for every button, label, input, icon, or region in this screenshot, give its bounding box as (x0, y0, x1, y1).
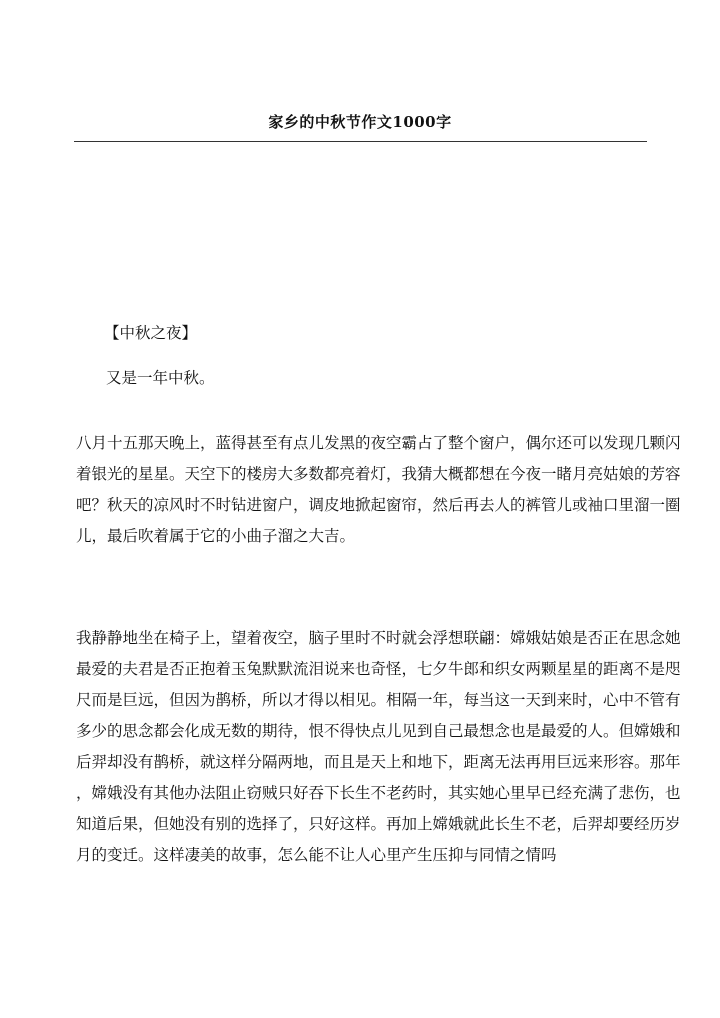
document-title: 家乡的中秋节作文1000字 (268, 113, 452, 131)
paragraph-line: ，嫦娥没有其他办法阻止窃贼只好吞下长生不老药时，其实她心里早已经充满了悲伤，也 (76, 784, 681, 802)
paragraph-line: 八月十五那天晚上，蓝得甚至有点儿发黑的夜空霸占了整个窗户，偶尔还可以发现几颗闪 (76, 434, 681, 452)
paragraph-2 (76, 623, 681, 871)
header-divider (74, 141, 647, 142)
paragraph-line: 我静静地坐在椅子上，望着夜空，脑子里时不时就会浮想联翩：嫦娥姑娘是否正在思念她 (76, 629, 681, 647)
paragraph-line: 月的变迁。这样凄美的故事，怎么能不让人心里产生压抑与同情之情吗 (76, 846, 557, 864)
paragraph-line: 知道后果，但她没有别的选择了，只好这样。再加上嫦娥就此长生不老，后羿却要经历岁 (76, 815, 681, 833)
paragraph-line: 多少的思念都会化成无数的期待，恨不得快点儿见到自己最想念也是最爱的人。但嫦娥和 (76, 722, 681, 740)
paragraph-line: 后羿却没有鹊桥，就这样分隔两地，而且是天上和地下，距离无法再用巨远来形容。那年 (76, 753, 681, 771)
paragraph-line: 儿，最后吹着属于它的小曲子溜之大吉。 (76, 527, 356, 545)
paragraph-1 (76, 428, 681, 552)
paragraph-line: 吧？秋天的凉风时不时钻进窗户，调皮地掀起窗帘，然后再去人的裤管儿或袖口里溜一圈 (76, 496, 681, 514)
intro-line: 又是一年中秋。 (106, 369, 215, 387)
paragraph-line: 尺而是巨远，但因为鹊桥，所以才得以相见。相隔一年，每当这一天到来时，心中不管有 (76, 691, 681, 709)
paragraph-line: 最爱的夫君是否正抱着玉兔默默流泪说来也奇怪，七夕牛郎和织女两颗星星的距离不是咫 (76, 660, 681, 678)
section-heading: 【中秋之夜】 (104, 324, 198, 342)
paragraph-line: 着银光的星星。天空下的楼房大多数都亮着灯，我猜大概都想在今夜一睹月亮姑娘的芳容 (76, 465, 681, 483)
